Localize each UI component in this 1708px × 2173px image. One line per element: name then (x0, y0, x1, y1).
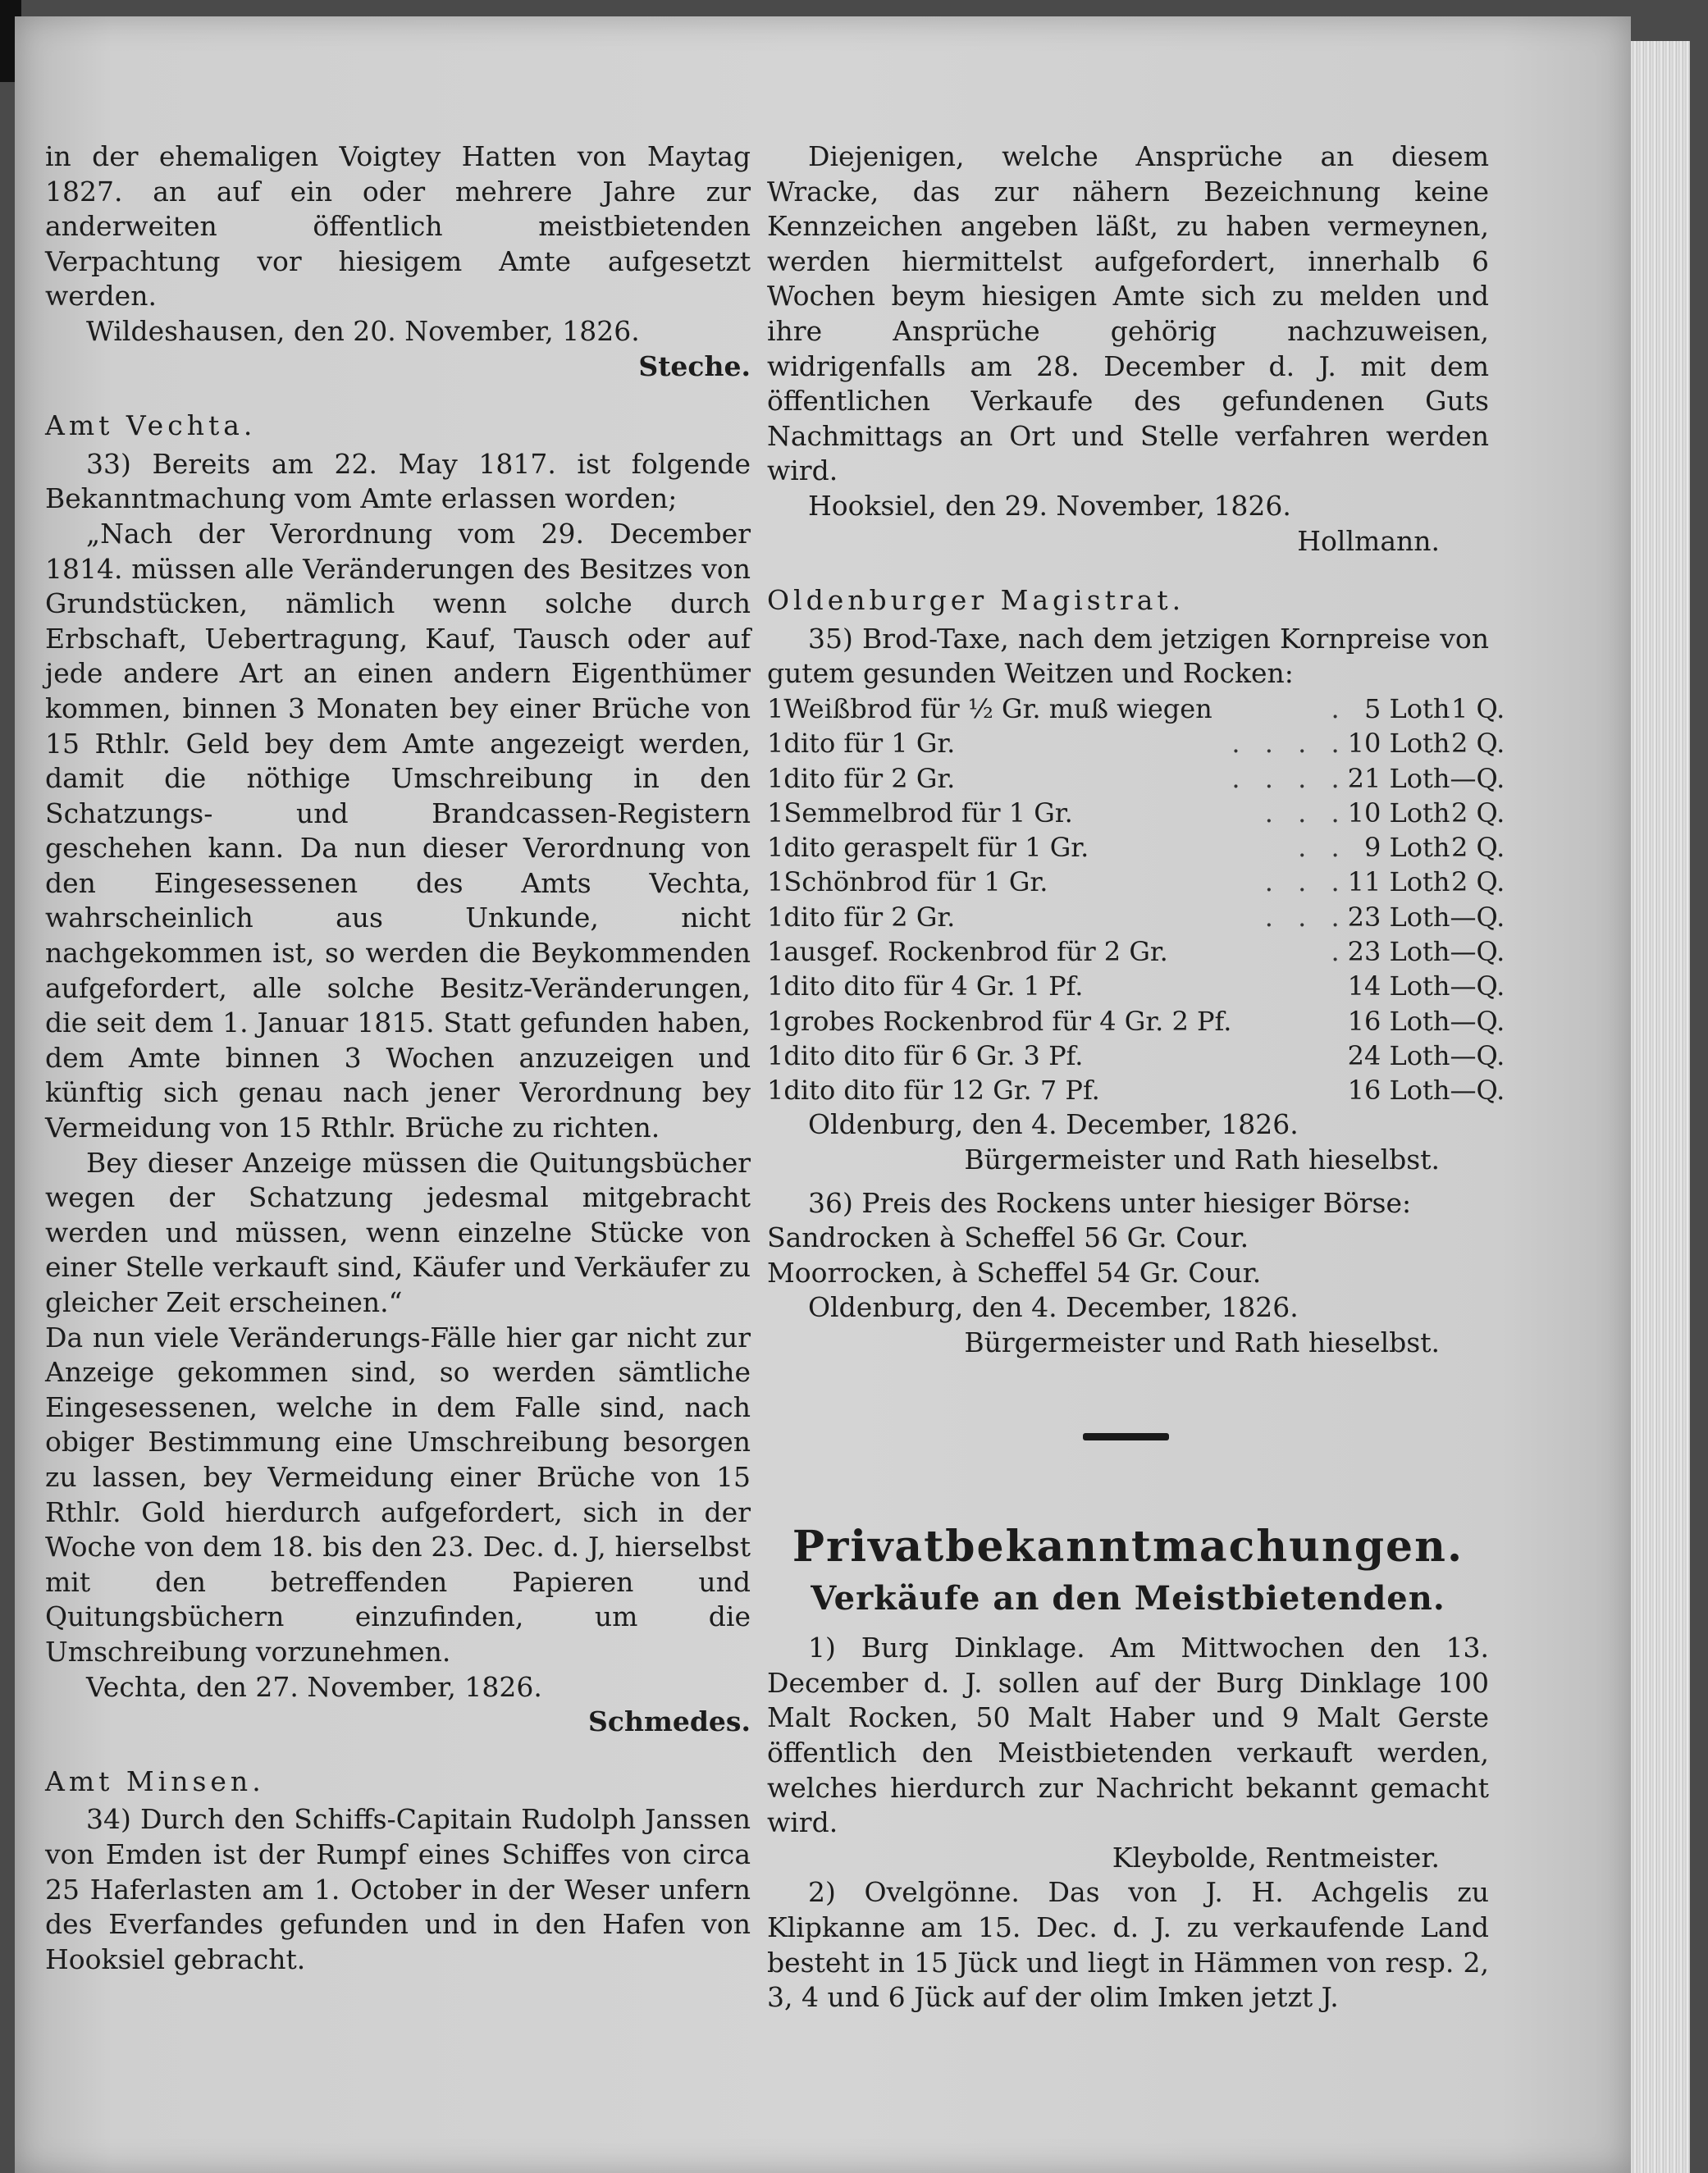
bread-weight-loth: 16 Loth (1347, 1075, 1450, 1107)
notice-33-quote: „Nach der Verordnung vom 29. December 1814. müssen alle Veränderungen des Besitzes von Grundstücken, nämlich wenn solche durch Erbschaft, Uebertragung, Kauf, Tausch oder auf jede andere Art an einen andern Eigenthümer kommen, binnen 3 Monaten bey einer Brüche von 15 Rthlr. Geld bey dem Amte angezeigt werden, damit die nöthige Umschreibung in den Schatzungs- und Brandcassen-Registern geschehen kann. Da nun dieser Verordnung von den Eingesessenen des Amts Vechta, wahrscheinlich aus Unkunde, nicht nachgekommen ist, so werden die Beykommenden aufgefordert, alle solche Besitz-Veränderungen, die seit dem 1. Januar 1815. Statt gefunden haben, dem Amte binnen 3 Wochen anzuzeigen und künftig sich genau nach jener Verordnung bey Vermeidung von 15 Rthlr. Brüche zu richten. (45, 517, 751, 1144)
leader-dots: . . . (1264, 866, 1348, 898)
bread-price-row (767, 830, 1505, 865)
bread-price-row (767, 1039, 1505, 1073)
leader-dots (1231, 1004, 1347, 1039)
bread-description: dito für 2 Gr. (783, 762, 956, 794)
section-title-privatbekanntmachungen: Privatbekanntmachungen. (792, 1521, 1464, 1572)
section-heading-oldenburger-magistrat: Oldenburger Magistrat. (767, 584, 1185, 617)
notice-35-signature: Bürgermeister und Rath hieselbst. (964, 1144, 1440, 1176)
bread-price-row (767, 865, 1505, 899)
bread-weight-quentchen: —Q. (1450, 1039, 1505, 1071)
section-heading-amt-minsen: Amt Minsen. (45, 1764, 265, 1797)
bread-count: 1 (767, 728, 784, 760)
bread-weight-loth: 23 Loth (1347, 935, 1450, 967)
leader-dots: . . (1298, 832, 1348, 864)
private-notice-1: 1) Burg Dinklage. Am Mittwochen den 13. December d. J. sollen auf der Burg Dinklage 100 Malt Rocken, 50 Malt Haber und 9 Malt Gerste öffentlich den Meistbietenden verkauft werden, welches hierdurch zur Nachricht bekannt gemacht wird. (767, 1632, 1489, 1839)
bread-description: dito dito für 12 Gr. 7 Pf. (783, 1075, 1100, 1107)
section-subtitle-verkaeufe: Verkäufe an den Meistbietenden. (811, 1578, 1445, 1618)
bread-price-row (767, 1073, 1505, 1107)
leader-dots: . (1331, 692, 1348, 724)
bread-weight-quentchen: —Q. (1450, 762, 1505, 794)
bread-weight-quentchen: 2 Q. (1450, 797, 1505, 829)
leader-dots (1231, 1073, 1347, 1107)
bread-weight-loth: 14 Loth (1347, 970, 1450, 1002)
notice-36-signature: Bürgermeister und Rath hieselbst. (964, 1326, 1440, 1359)
bread-description: Semmelbrod für 1 Gr. (783, 797, 1073, 829)
bread-weight-loth: 10 Loth (1347, 728, 1450, 760)
notice-33-continuation: Da nun viele Veränderungs-Fälle hier gar nicht zur Anzeige gekommen sind, so werden sämtliche Eingesessenen, welche in dem Falle sind, nach obiger Bestimmung eine Umschreibung besorgen zu lassen, bey Vermeidung einer Brüche von 15 Rthlr. Gold hierdurch aufgefordert, sich in der Woche von dem 18. bis den 23. Dec. d. J, hierselbst mit den betreffenden Papieren und Quitungsbüchern einzufinden, um die Umschreibung vorzunehmen. (45, 1321, 751, 1668)
bread-price-row (767, 934, 1505, 969)
leader-dots: . . . (1264, 901, 1348, 933)
notice-33-quote-2: Bey dieser Anzeige müssen die Quitungsbücher wegen der Schatzung jedesmal mitgebracht werden und müssen, wenn einzelne Stücke von einer Stelle verkauft sind, Käufer und Verkäufer zu gleicher Zeit erscheinen.“ (45, 1146, 751, 1318)
bread-description: Weißbrod für ½ Gr. muß wiegen (783, 692, 1212, 724)
bread-price-row (767, 692, 1505, 726)
notice-34-signature: Hollmann. (1297, 524, 1440, 557)
leader-dots: . . . . (1231, 762, 1348, 794)
bread-weight-quentchen: 2 Q. (1450, 832, 1505, 864)
section-divider (1083, 1433, 1169, 1440)
leader-dots (1231, 1039, 1347, 1073)
private-notice-1-signature: Kleybolde, Rentmeister. (1112, 1841, 1440, 1874)
bread-price-table (767, 692, 1505, 1108)
notice-36-line-2: Moorrocken, à Scheffel 54 Gr. Cour. (767, 1256, 1262, 1289)
bread-weight-loth: 10 Loth (1347, 797, 1450, 829)
bread-count: 1 (767, 1075, 784, 1107)
notice-34-continuation: Diejenigen, welche Ansprüche an diesem Wracke, das zur nähern Bezeichnung keine Kennzeichen angeben läßt, zu haben vermeynen, werden hiermittelst aufgefordert, innerhalb 6 Wochen beym hiesigen Amte sich zu melden und ihre Ansprüche gehörig nachzuweisen, widrigenfalls am 28. December d. J. mit dem öffentlichen Verkaufe des gefundenen Guts Nachmittags an Ort und Stelle verfahren werden wird. (767, 140, 1489, 487)
bread-price-row (767, 726, 1505, 760)
bread-weight-loth: 16 Loth (1347, 1005, 1450, 1037)
bread-count: 1 (767, 762, 784, 794)
bread-count: 1 (767, 901, 784, 933)
bread-weight-quentchen: —Q. (1450, 970, 1505, 1002)
bread-description: ausgef. Rockenbrod für 2 Gr. (783, 935, 1168, 967)
bread-weight-loth: 11 Loth (1347, 866, 1450, 898)
bread-price-row (767, 796, 1505, 830)
bread-description: grobes Rockenbrod für 4 Gr. 2 Pf. (783, 1005, 1232, 1037)
notice-36-line-1: Sandrocken à Scheffel 56 Gr. Cour. (767, 1221, 1249, 1254)
notice-33: 33) Bereits am 22. May 1817. ist folgende Bekanntmachung vom Amte erlassen worden; (45, 447, 751, 515)
bread-description: dito für 2 Gr. (783, 901, 956, 933)
leader-dots: . . . (1264, 797, 1348, 829)
bread-price-row (767, 761, 1505, 796)
leader-dots (1231, 969, 1347, 1003)
bread-count: 1 (767, 1039, 784, 1071)
notice-34-date: Hooksiel, den 29. November, 1826. (808, 489, 1291, 522)
bread-weight-quentchen: 1 Q. (1450, 692, 1505, 724)
notice-35-date: Oldenburg, den 4. December, 1826. (808, 1108, 1299, 1141)
notice-voigtey-hatten: in der ehemaligen Voigtey Hatten von Maytag 1827. an auf ein oder mehrere Jahre zur anderweiten öffentlich meistbietenden Verpachtung vor hiesigem Amte aufgesetzt werden. (45, 140, 751, 313)
notice-date: Wildeshausen, den 20. November, 1826. (86, 314, 640, 347)
notice-36: 36) Preis des Rockens unter hiesiger Börse: (808, 1186, 1412, 1219)
bread-price-row (767, 1004, 1505, 1039)
bread-weight-loth: 5 Loth (1363, 692, 1450, 724)
bread-count: 1 (767, 866, 784, 898)
page-edges (1631, 41, 1690, 2173)
notice-35: 35) Brod-Taxe, nach dem jetzigen Kornpreise von gutem gesunden Weitzen und Rocken: (767, 622, 1489, 690)
notice-33-date: Vechta, den 27. November, 1826. (86, 1670, 542, 1703)
bread-weight-loth: 21 Loth (1347, 762, 1450, 794)
bread-weight-loth: 24 Loth (1347, 1039, 1450, 1071)
leader-dots: . (1331, 935, 1348, 967)
private-notice-2: 2) Ovelgönne. Das von J. H. Achgelis zu Klipkanne am 15. Dec. d. J. zu verkaufende Land besteht in 15 Jück und liegt in Hämmen von resp. 2, 3, 4 und 6 Jück auf der olim Imken jetzt J. (767, 1876, 1489, 2014)
bread-count: 1 (767, 692, 784, 724)
bread-count: 1 (767, 1005, 784, 1037)
bread-weight-quentchen: 2 Q. (1450, 728, 1505, 760)
bread-description: Schönbrod für 1 Gr. (783, 866, 1048, 898)
notice-signature: Steche. (638, 349, 751, 382)
bread-weight-quentchen: —Q. (1450, 1075, 1505, 1107)
bread-count: 1 (767, 935, 784, 967)
bread-weight-quentchen: 2 Q. (1450, 866, 1505, 898)
bread-weight-quentchen: —Q. (1450, 1005, 1505, 1037)
bread-count: 1 (767, 797, 784, 829)
bread-price-row (767, 900, 1505, 934)
right-column (767, 139, 1505, 2016)
notice-33-signature: Schmedes. (588, 1705, 751, 1738)
notice-34: 34) Durch den Schiffs-Capitain Rudolph Janssen von Emden ist der Rumpf eines Schiffes von circa 25 Haferlasten am 1. October in der Weser unfern des Everfandes gefunden und in den Hafen von Hooksiel gebracht. (45, 1803, 751, 1975)
bread-price-row (767, 969, 1505, 1003)
bread-description: dito dito für 6 Gr. 3 Pf. (783, 1039, 1084, 1071)
notice-36-date: Oldenburg, den 4. December, 1826. (808, 1291, 1299, 1324)
bread-weight-quentchen: —Q. (1450, 935, 1505, 967)
left-column (45, 139, 751, 1977)
leader-dots: . . . . (1231, 728, 1348, 760)
section-heading-amt-vechta: Amt Vechta. (45, 409, 257, 442)
bread-count: 1 (767, 832, 784, 864)
bread-description: dito für 1 Gr. (783, 728, 956, 760)
bread-count: 1 (767, 970, 784, 1002)
bread-weight-loth: 23 Loth (1347, 901, 1450, 933)
bread-description: dito geraspelt für 1 Gr. (783, 832, 1089, 864)
bread-weight-quentchen: —Q. (1450, 901, 1505, 933)
bread-weight-loth: 9 Loth (1363, 832, 1450, 864)
bread-description: dito dito für 4 Gr. 1 Pf. (783, 970, 1084, 1002)
